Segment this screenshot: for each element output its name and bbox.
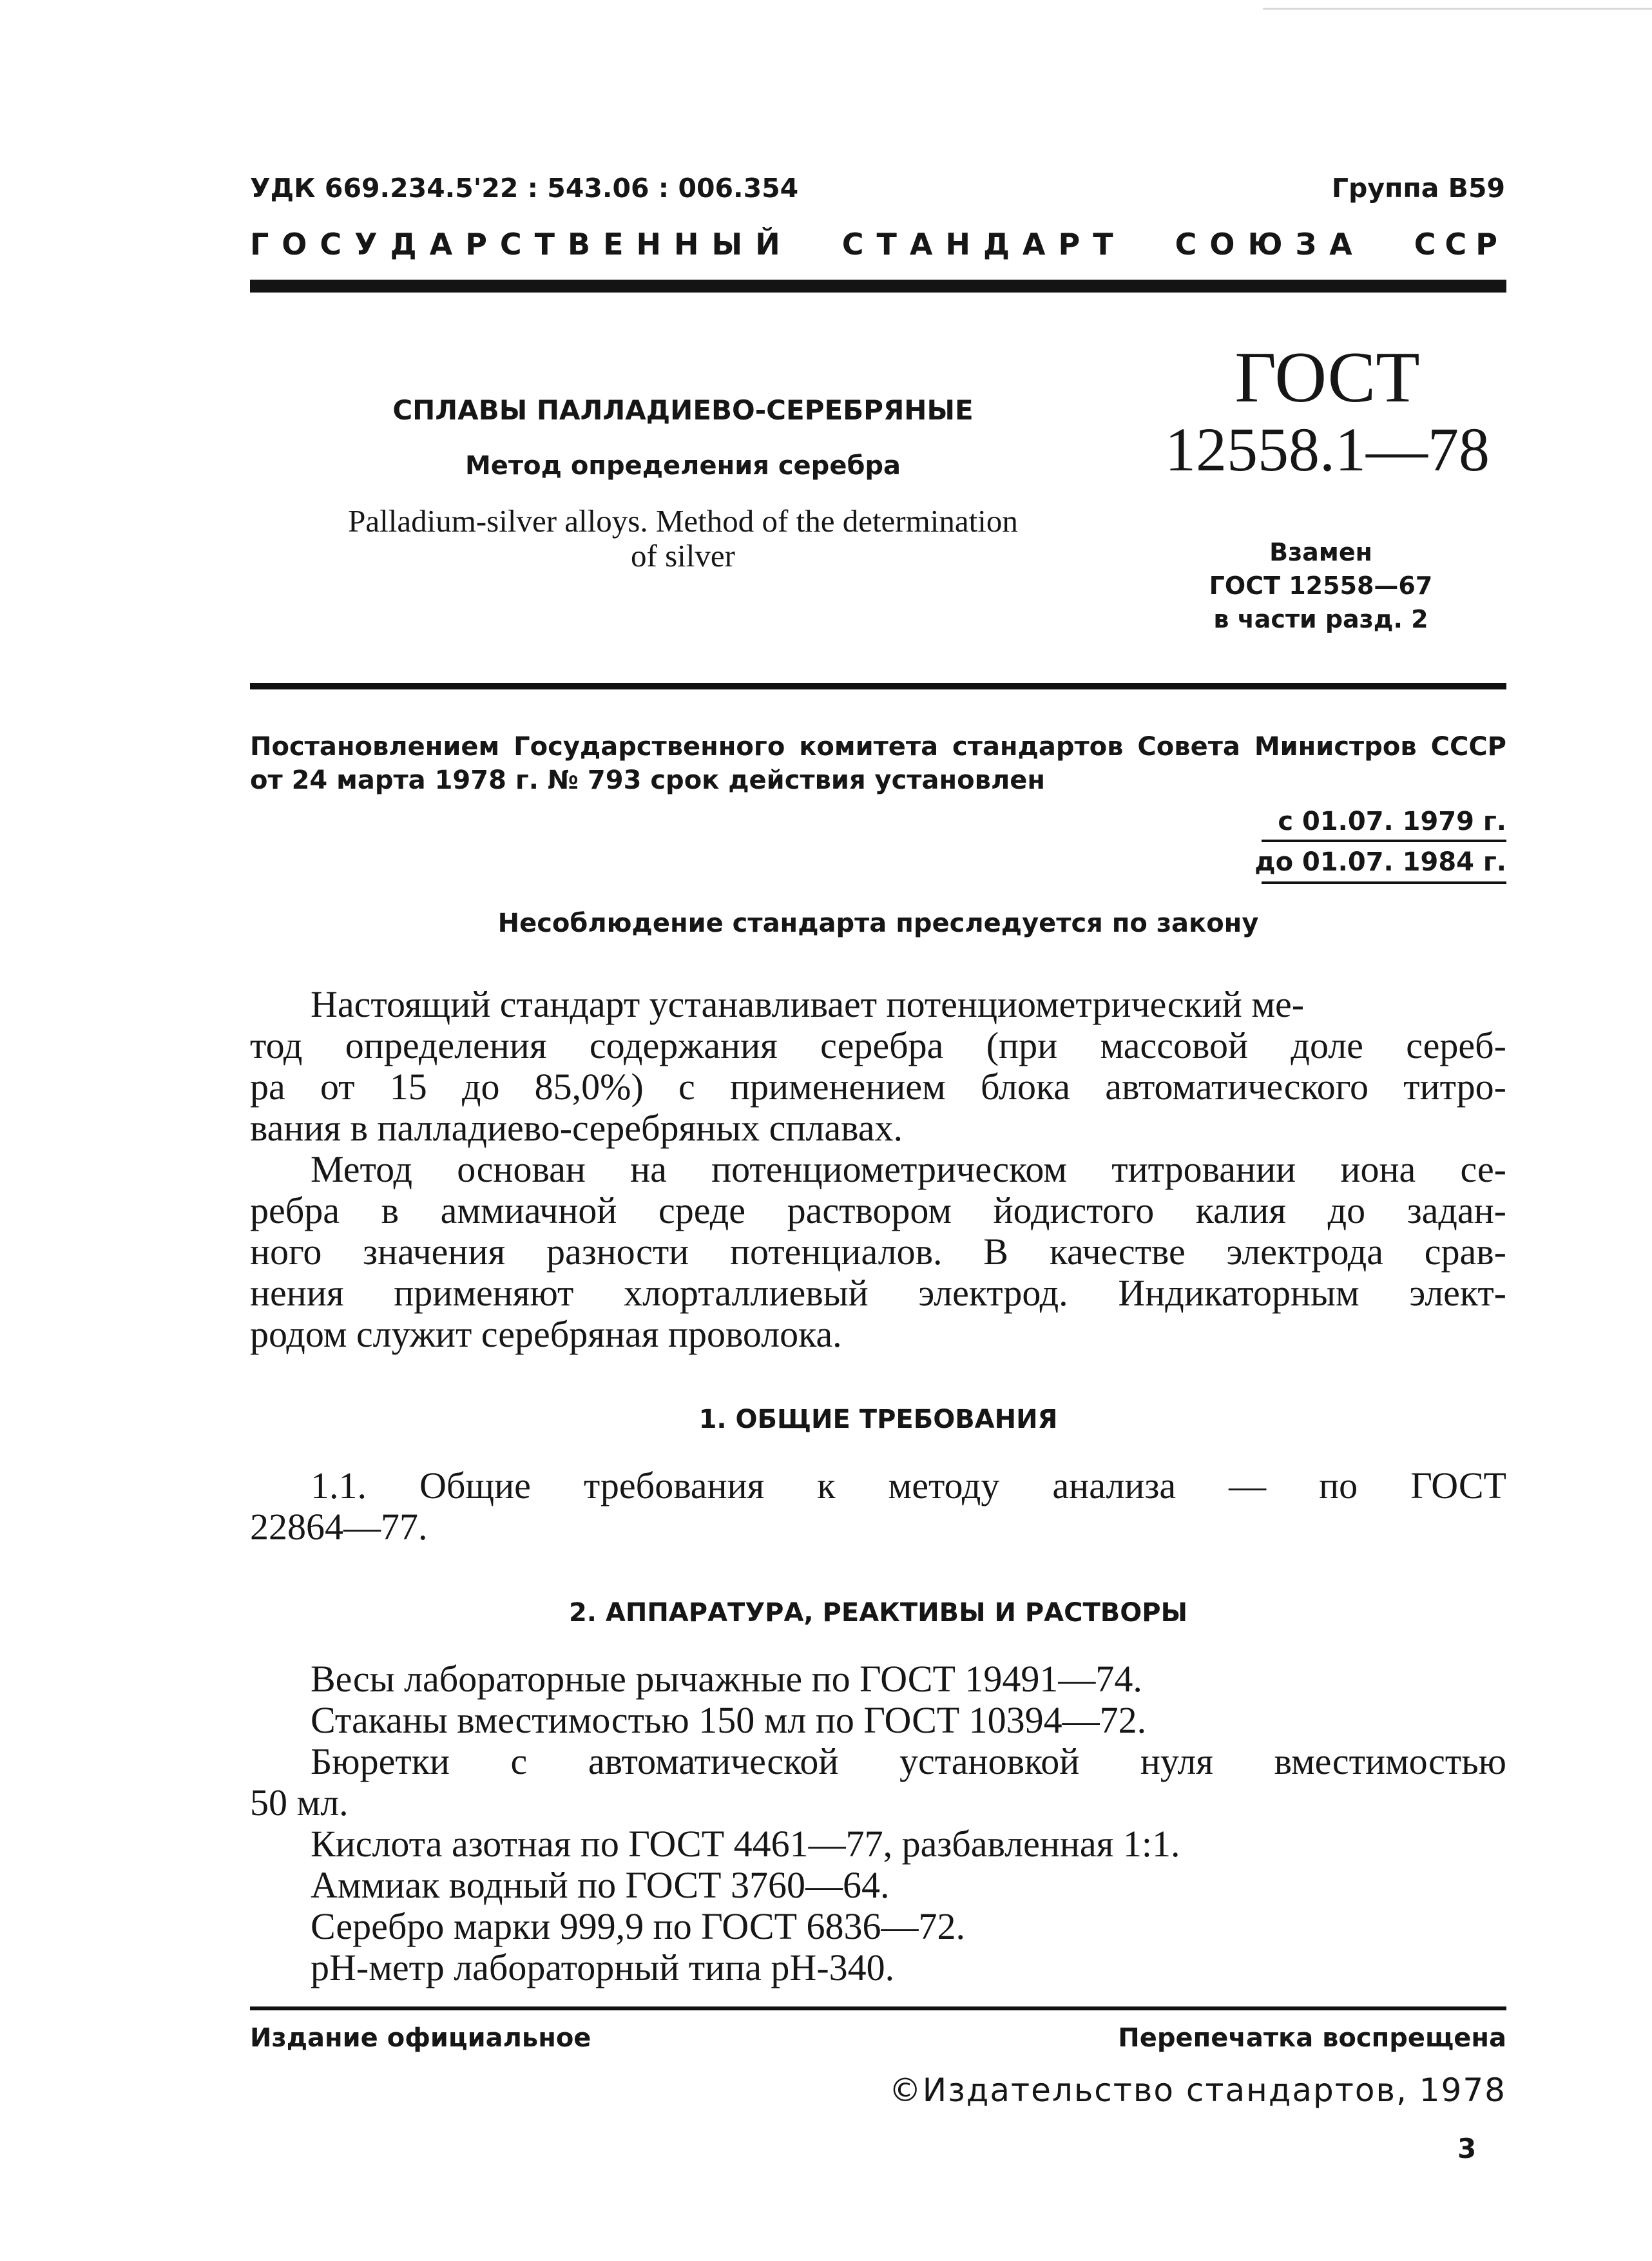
- valid-from-date: с 01.07. 1979 г.: [1278, 807, 1506, 836]
- intro-p1-line-2: тод определения содержания серебра (при массовой доле сереб-: [250, 1025, 1506, 1066]
- intro-p1-line-4: вания в палладиево-серебряных сплавах.: [250, 1107, 903, 1149]
- gost-number: 12558.1—78: [1165, 415, 1490, 484]
- copyright-notice: ©Издательство стандартов, 1978: [888, 2072, 1506, 2109]
- intro-p1-line-1: Настоящий стандарт устанавливает потенциометрический ме-: [311, 983, 1305, 1025]
- footer-rule: [250, 2006, 1506, 2010]
- header-thick-rule: [250, 280, 1506, 293]
- gost-label: ГОСТ: [1234, 338, 1420, 418]
- valid-to-date: до 01.07. 1984 г.: [1254, 847, 1506, 877]
- official-edition: Издание официальное: [250, 2023, 591, 2053]
- equipment-item: Серебро марки 999,9 по ГОСТ 6836—72.: [311, 1905, 965, 1947]
- scan-edge-line: [1263, 8, 1652, 10]
- equipment-item: Аммиак водный по ГОСТ 3760—64.: [311, 1864, 890, 1906]
- banner-word-1: ГОСУДАРСТВЕННЫЙ: [250, 227, 793, 262]
- valid-to-underline: [1262, 881, 1506, 884]
- decree-line-2: от 24 марта 1978 г. № 793 срок действия установлен: [250, 765, 1046, 795]
- intro-p2-line-4: нения применяют хлорталлиевый электрод. Индикаторным элект-: [250, 1272, 1506, 1314]
- page-number: 3: [1457, 2133, 1477, 2164]
- equipment-item-continuation: 50 мл.: [250, 1782, 349, 1823]
- intro-p2-line-2: ребра в аммиачной среде раствором йодистого калия до задан-: [250, 1189, 1506, 1231]
- banner-word-3: СОЮЗА: [1175, 227, 1365, 262]
- intro-p2-line-5: родом служит серебряная проволока.: [250, 1313, 842, 1355]
- section-1-heading: 1. ОБЩИЕ ТРЕБОВАНИЯ: [698, 1405, 1058, 1434]
- section-1-line-1: 1.1. Общие требования к методу анализа — по ГОСТ: [311, 1465, 1506, 1506]
- replaces-label: Взамен: [1269, 538, 1372, 566]
- equipment-item: pH-метр лабораторный типа pH-340.: [311, 1947, 895, 1988]
- banner-word-4: ССР: [1414, 227, 1506, 262]
- title-ru: СПЛАВЫ ПАЛЛАДИЕВО-СЕРЕБРЯНЫЕ: [392, 394, 974, 426]
- equipment-item: Кислота азотная по ГОСТ 4461—77, разбавленная 1:1.: [311, 1823, 1180, 1865]
- equipment-item: Весы лабораторные рычажные по ГОСТ 19491—74.: [311, 1658, 1142, 1700]
- replaces-gost: ГОСТ 12558—67: [1209, 572, 1433, 600]
- group-code: Группа В59: [1331, 173, 1505, 204]
- method-ru: Метод определения серебра: [465, 451, 901, 481]
- intro-p1-line-3: ра от 15 до 85,0%) с применением блока автоматического титро-: [250, 1066, 1506, 1108]
- title-divider-rule: [250, 683, 1506, 689]
- intro-p2-line-1: Метод основан на потенциометрическом титровании иона се-: [311, 1148, 1506, 1190]
- banner-word-2: СТАНДАРТ: [841, 227, 1126, 262]
- title-en-line-2: of silver: [631, 538, 735, 573]
- title-en-line-1: Palladium-silver alloys. Method of the determination: [348, 503, 1018, 539]
- reprint-prohibited: Перепечатка воспрещена: [1118, 2023, 1506, 2053]
- state-standard-banner: [250, 227, 1506, 262]
- intro-p2-line-3: ного значения разности потенциалов. В качестве электрода срав-: [250, 1231, 1506, 1273]
- replaces-part: в части разд. 2: [1213, 605, 1428, 633]
- decree-line-1: Постановлением Государственного комитета стандартов Совета Министров СССР: [250, 732, 1506, 762]
- equipment-item: Стаканы вместимостью 150 мл по ГОСТ 10394—72.: [311, 1699, 1147, 1741]
- udk-code: УДК 669.234.5'22 : 543.06 : 006.354: [250, 173, 799, 204]
- valid-from-underline: [1262, 840, 1506, 842]
- equipment-item: Бюретки с автоматической установкой нуля вместимостью: [311, 1740, 1506, 1782]
- section-2-heading: 2. АППАРАТУРА, РЕАКТИВЫ И РАСТВОРЫ: [568, 1598, 1188, 1628]
- section-1-line-2: 22864—77.: [250, 1506, 428, 1548]
- legal-notice: Несоблюдение стандарта преследуется по закону: [497, 909, 1259, 938]
